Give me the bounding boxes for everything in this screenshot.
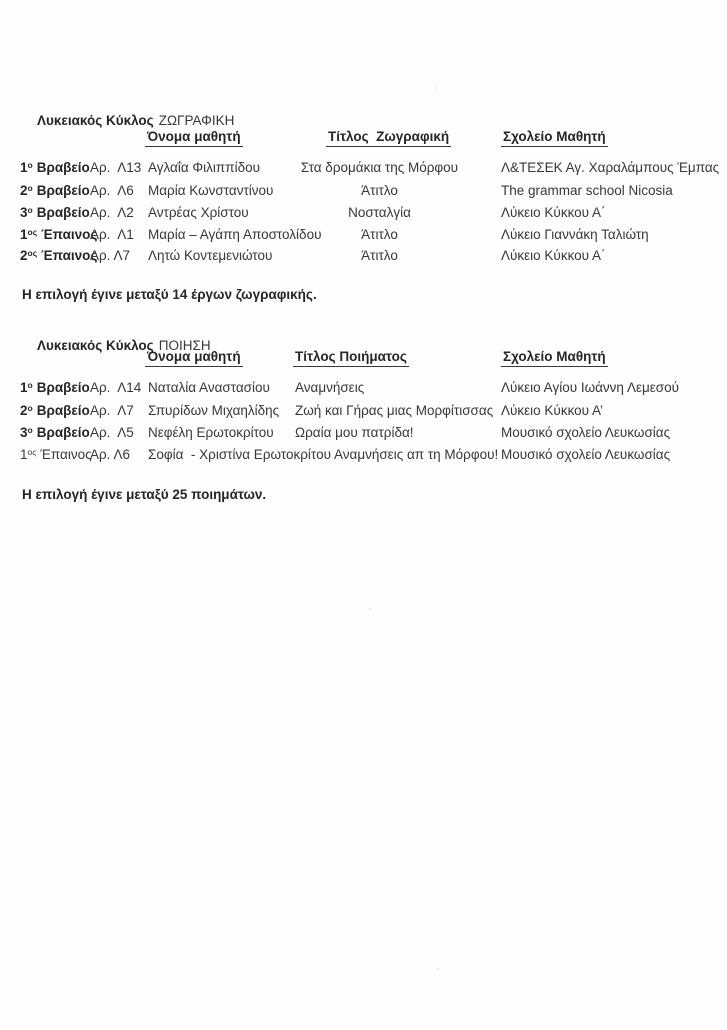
prize-word: Βραβείο <box>36 205 90 220</box>
prize-rank: 2 <box>20 248 28 263</box>
prize-label <box>20 183 90 199</box>
prize-rank: 3 <box>20 425 28 440</box>
table-row <box>0 380 727 398</box>
student-school: Λύκειο Κύκκου Α΄ <box>501 248 606 263</box>
column-header-student-name: Όνομα μαθητή <box>145 350 243 367</box>
poem-title: Αναμνήσεις <box>295 380 365 395</box>
section-heading-category: ΠΟΙΗΣΗ <box>158 338 211 353</box>
entry-number: Αρ. Λ14 <box>90 380 142 395</box>
prize-rank-ordinal: ο <box>27 380 33 390</box>
prize-word: Έπαινος <box>41 248 98 263</box>
artwork-title: Άτιτλο <box>361 227 398 242</box>
prize-rank: 3 <box>20 205 28 220</box>
prize-rank-ordinal: ο <box>27 425 33 435</box>
artwork-title: Άτιτλο <box>361 248 398 263</box>
prize-word: Έπαινος <box>41 227 98 242</box>
prize-word: Βραβείο <box>36 425 90 440</box>
prize-rank: 2 <box>20 183 28 198</box>
table-row <box>0 205 727 223</box>
entry-number: Αρ. Λ6 <box>90 183 134 198</box>
prize-label <box>20 248 97 264</box>
table-row <box>0 160 727 178</box>
artwork-title: Άτιτλο <box>361 183 398 198</box>
prize-rank-ordinal: ο <box>27 205 33 215</box>
student-school: Λ&ΤΕΣΕΚ Αγ. Χαραλάμπους Έμπας <box>501 160 720 175</box>
column-header-poem-title: Τίτλος Ποιήματος <box>293 350 409 367</box>
prize-rank-ordinal: ο <box>27 160 33 170</box>
entry-number: Αρ. Λ1 <box>90 227 134 242</box>
entry-number: Αρ. Λ5 <box>90 425 134 440</box>
section-heading-category: ΖΩΓΡΑΦΙΚΗ <box>158 113 235 128</box>
table-row <box>0 227 727 245</box>
prize-word: Βραβείο <box>36 160 90 175</box>
prize-label <box>20 425 90 441</box>
column-header-student-school: Σχολείο Μαθητή <box>501 130 608 147</box>
prize-word: Βραβείο <box>36 403 90 418</box>
prize-word: Έπαινος <box>40 447 92 462</box>
prize-label <box>20 205 90 221</box>
column-header-student-school: Σχολείο Μαθητή <box>501 350 608 367</box>
student-school: Λύκειο Κύκκου Α΄ <box>501 205 606 220</box>
prize-rank: 1 <box>20 380 28 395</box>
table-row <box>0 403 727 421</box>
prize-rank-ordinal: ος <box>27 447 37 457</box>
entry-number: Αρ. Λ7 <box>90 248 130 263</box>
student-name: Σπυρίδων Μιχαηλίδης <box>148 403 280 418</box>
scan-speck <box>435 87 437 89</box>
student-name: Αγλαΐα Φιλιππίδου <box>148 160 260 175</box>
column-header-student-name: Όνομα μαθητή <box>145 130 243 147</box>
entry-number: Αρ. Λ13 <box>90 160 142 175</box>
prize-rank: 1 <box>20 447 28 462</box>
student-name: Αντρέας Χρίστου <box>148 205 249 220</box>
prize-label <box>20 160 90 176</box>
student-school: Λύκειο Γιαννάκη Ταλιώτη <box>501 227 649 242</box>
scan-speck <box>369 608 371 610</box>
prize-label <box>20 403 90 419</box>
student-name: Σοφία - Χριστίνα Ερωτοκρίτου <box>148 447 331 462</box>
entry-number: Αρ. Λ7 <box>90 403 134 418</box>
prize-rank-ordinal: ος <box>27 248 38 258</box>
prize-rank: 2 <box>20 403 28 418</box>
poem-title: Αναμνήσεις απ τη Μόρφου! <box>334 447 499 462</box>
prize-label <box>20 447 92 463</box>
prize-label <box>20 380 90 396</box>
student-name: Ναταλία Αναστασίου <box>148 380 270 395</box>
prize-rank-ordinal: ο <box>27 183 33 193</box>
prize-rank: 1 <box>20 160 28 175</box>
student-name: Νεφέλη Ερωτοκρίτου <box>148 425 274 440</box>
selection-note-poetry: Η επιλογή έγινε μεταξύ 25 ποιημάτων. <box>22 487 267 502</box>
entry-number: Αρ. Λ2 <box>90 205 134 220</box>
student-name: Μαρία Κωνσταντίνου <box>148 183 274 198</box>
poem-title: Ωραία μου πατρίδα! <box>295 425 414 440</box>
table-row <box>0 425 727 443</box>
prize-word: Βραβείο <box>36 183 90 198</box>
student-school: Μουσικό σχολείο Λευκωσίας <box>501 425 671 440</box>
student-name: Μαρία – Αγάπη Αποστολίδου <box>148 227 322 242</box>
table-row <box>0 183 727 201</box>
student-school: The grammar school Nicosia <box>501 183 673 198</box>
artwork-title: Στα δρομάκια της Μόρφου <box>300 160 459 175</box>
column-header-artwork-title: Τίτλος Ζωγραφική <box>326 130 451 147</box>
student-school: Λύκειο Αγίου Ιωάννη Λεμεσού <box>501 380 679 395</box>
entry-number: Αρ. Λ6 <box>90 447 130 462</box>
selection-note-painting: Η επιλογή έγινε μεταξύ 14 έργων ζωγραφικής. <box>22 287 317 302</box>
prize-rank-ordinal: ο <box>27 403 33 413</box>
table-row <box>0 447 727 465</box>
student-school: Μουσικό σχολείο Λευκωσίας <box>501 447 671 462</box>
table-row <box>0 248 727 266</box>
prize-rank-ordinal: ος <box>27 227 38 237</box>
artwork-title: Νοσταλγία <box>348 205 411 220</box>
scan-speck <box>437 968 439 970</box>
student-school: Λύκειο Κύκκου Α’ <box>501 403 604 418</box>
section-heading-prefix: Λυκειακός Κύκλος <box>37 113 154 128</box>
prize-label <box>20 227 97 243</box>
section-heading-prefix: Λυκειακός Κύκλος <box>37 338 154 353</box>
prize-word: Βραβείο <box>36 380 90 395</box>
prize-rank: 1 <box>20 227 28 242</box>
student-name: Λητώ Κοντεμενιώτου <box>148 248 273 263</box>
poem-title: Ζωή και Γήρας μιας Μορφίτισσας <box>295 403 494 418</box>
